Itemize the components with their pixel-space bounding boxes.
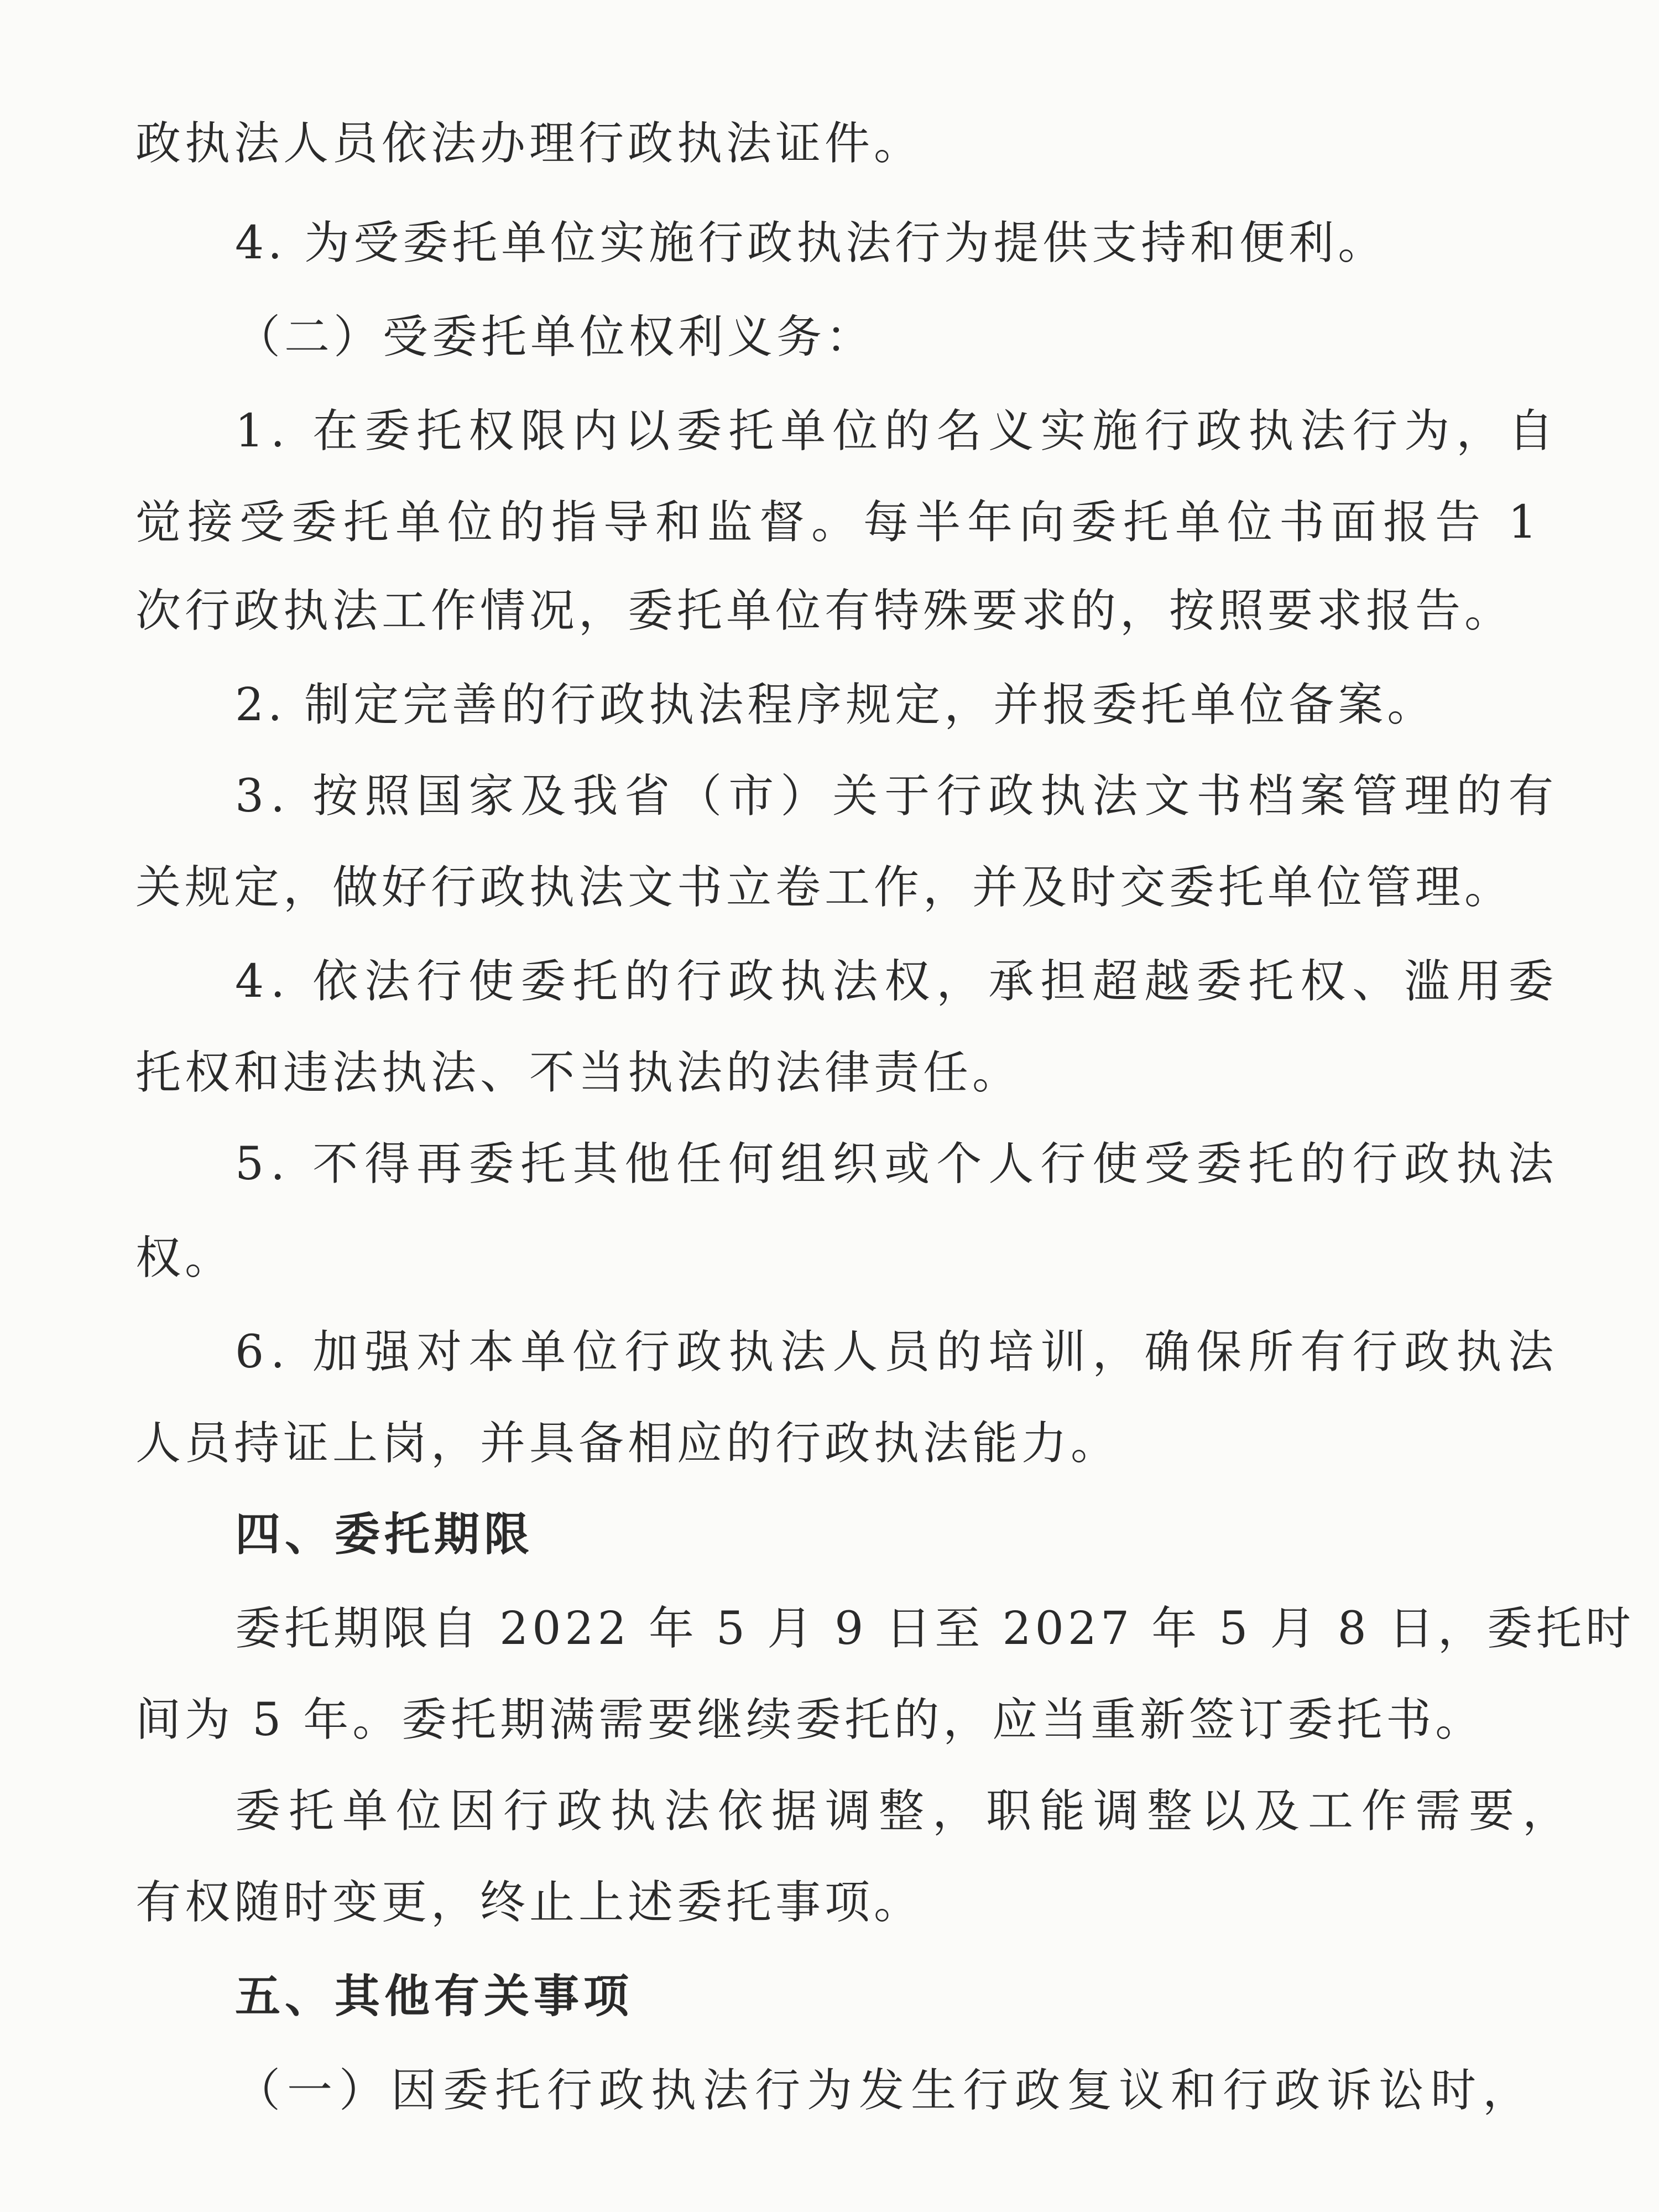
text-line-9: 关规定，做好行政执法文书立卷工作，并及时交委托单位管理。 (135, 861, 1514, 914)
text-line-7: 2. 制定完善的行政执法程序规定，并报委托单位备案。 (235, 679, 1437, 731)
text-line-19: 委托单位因行政执法依据调整，职能调整以及工作需要， (235, 1785, 1577, 1838)
text-line-20: 有权随时变更，终止上述委托事项。 (135, 1876, 924, 1929)
text-line-15: 人员持证上岗，并具备相应的行政执法能力。 (135, 1417, 1120, 1470)
text-line-8: 3. 按照国家及我省（市）关于行政执法文书档案管理的有 (235, 770, 1561, 823)
section-heading-4: 四、委托期限 (235, 1508, 534, 1561)
text-line-1: 政执法人员依法办理行政执法证件。 (135, 117, 924, 170)
text-line-5: 觉接受委托单位的指导和监督。每半年向委托单位书面报告 1 (135, 496, 1544, 549)
text-line-10: 4. 依法行使委托的行政执法权，承担超越委托权、滥用委 (235, 955, 1561, 1008)
section-heading-5: 五、其他有关事项 (235, 1970, 634, 2023)
text-line-11: 托权和违法执法、不当执法的法律责任。 (135, 1047, 1022, 1099)
text-line-22: （一）因委托行政执法行为发生行政复议和行政诉讼时， (235, 2064, 1535, 2117)
text-line-17: 委托期限自 2022 年 5 月 9 日至 2027 年 5 月 8 日，委托时 (235, 1602, 1635, 1655)
text-line-6: 次行政执法工作情况，委托单位有特殊要求的，按照要求报告。 (135, 585, 1514, 637)
text-line-2: 4. 为受委托单位实施行政执法行为提供支持和便利。 (235, 217, 1387, 269)
text-line-13: 权。 (135, 1232, 234, 1284)
text-line-12: 5. 不得再委托其他任何组织或个人行使受委托的行政执法 (235, 1138, 1561, 1190)
text-line-14: 6. 加强对本单位行政执法人员的培训，确保所有行政执法 (235, 1326, 1561, 1378)
text-line-3: （二）受委托单位权利义务： (235, 311, 875, 363)
text-line-4: 1. 在委托权限内以委托单位的名义实施行政执法行为，自 (235, 405, 1561, 457)
text-line-18: 间为 5 年。委托期满需要继续委托的，应当重新签订委托书。 (135, 1694, 1485, 1746)
